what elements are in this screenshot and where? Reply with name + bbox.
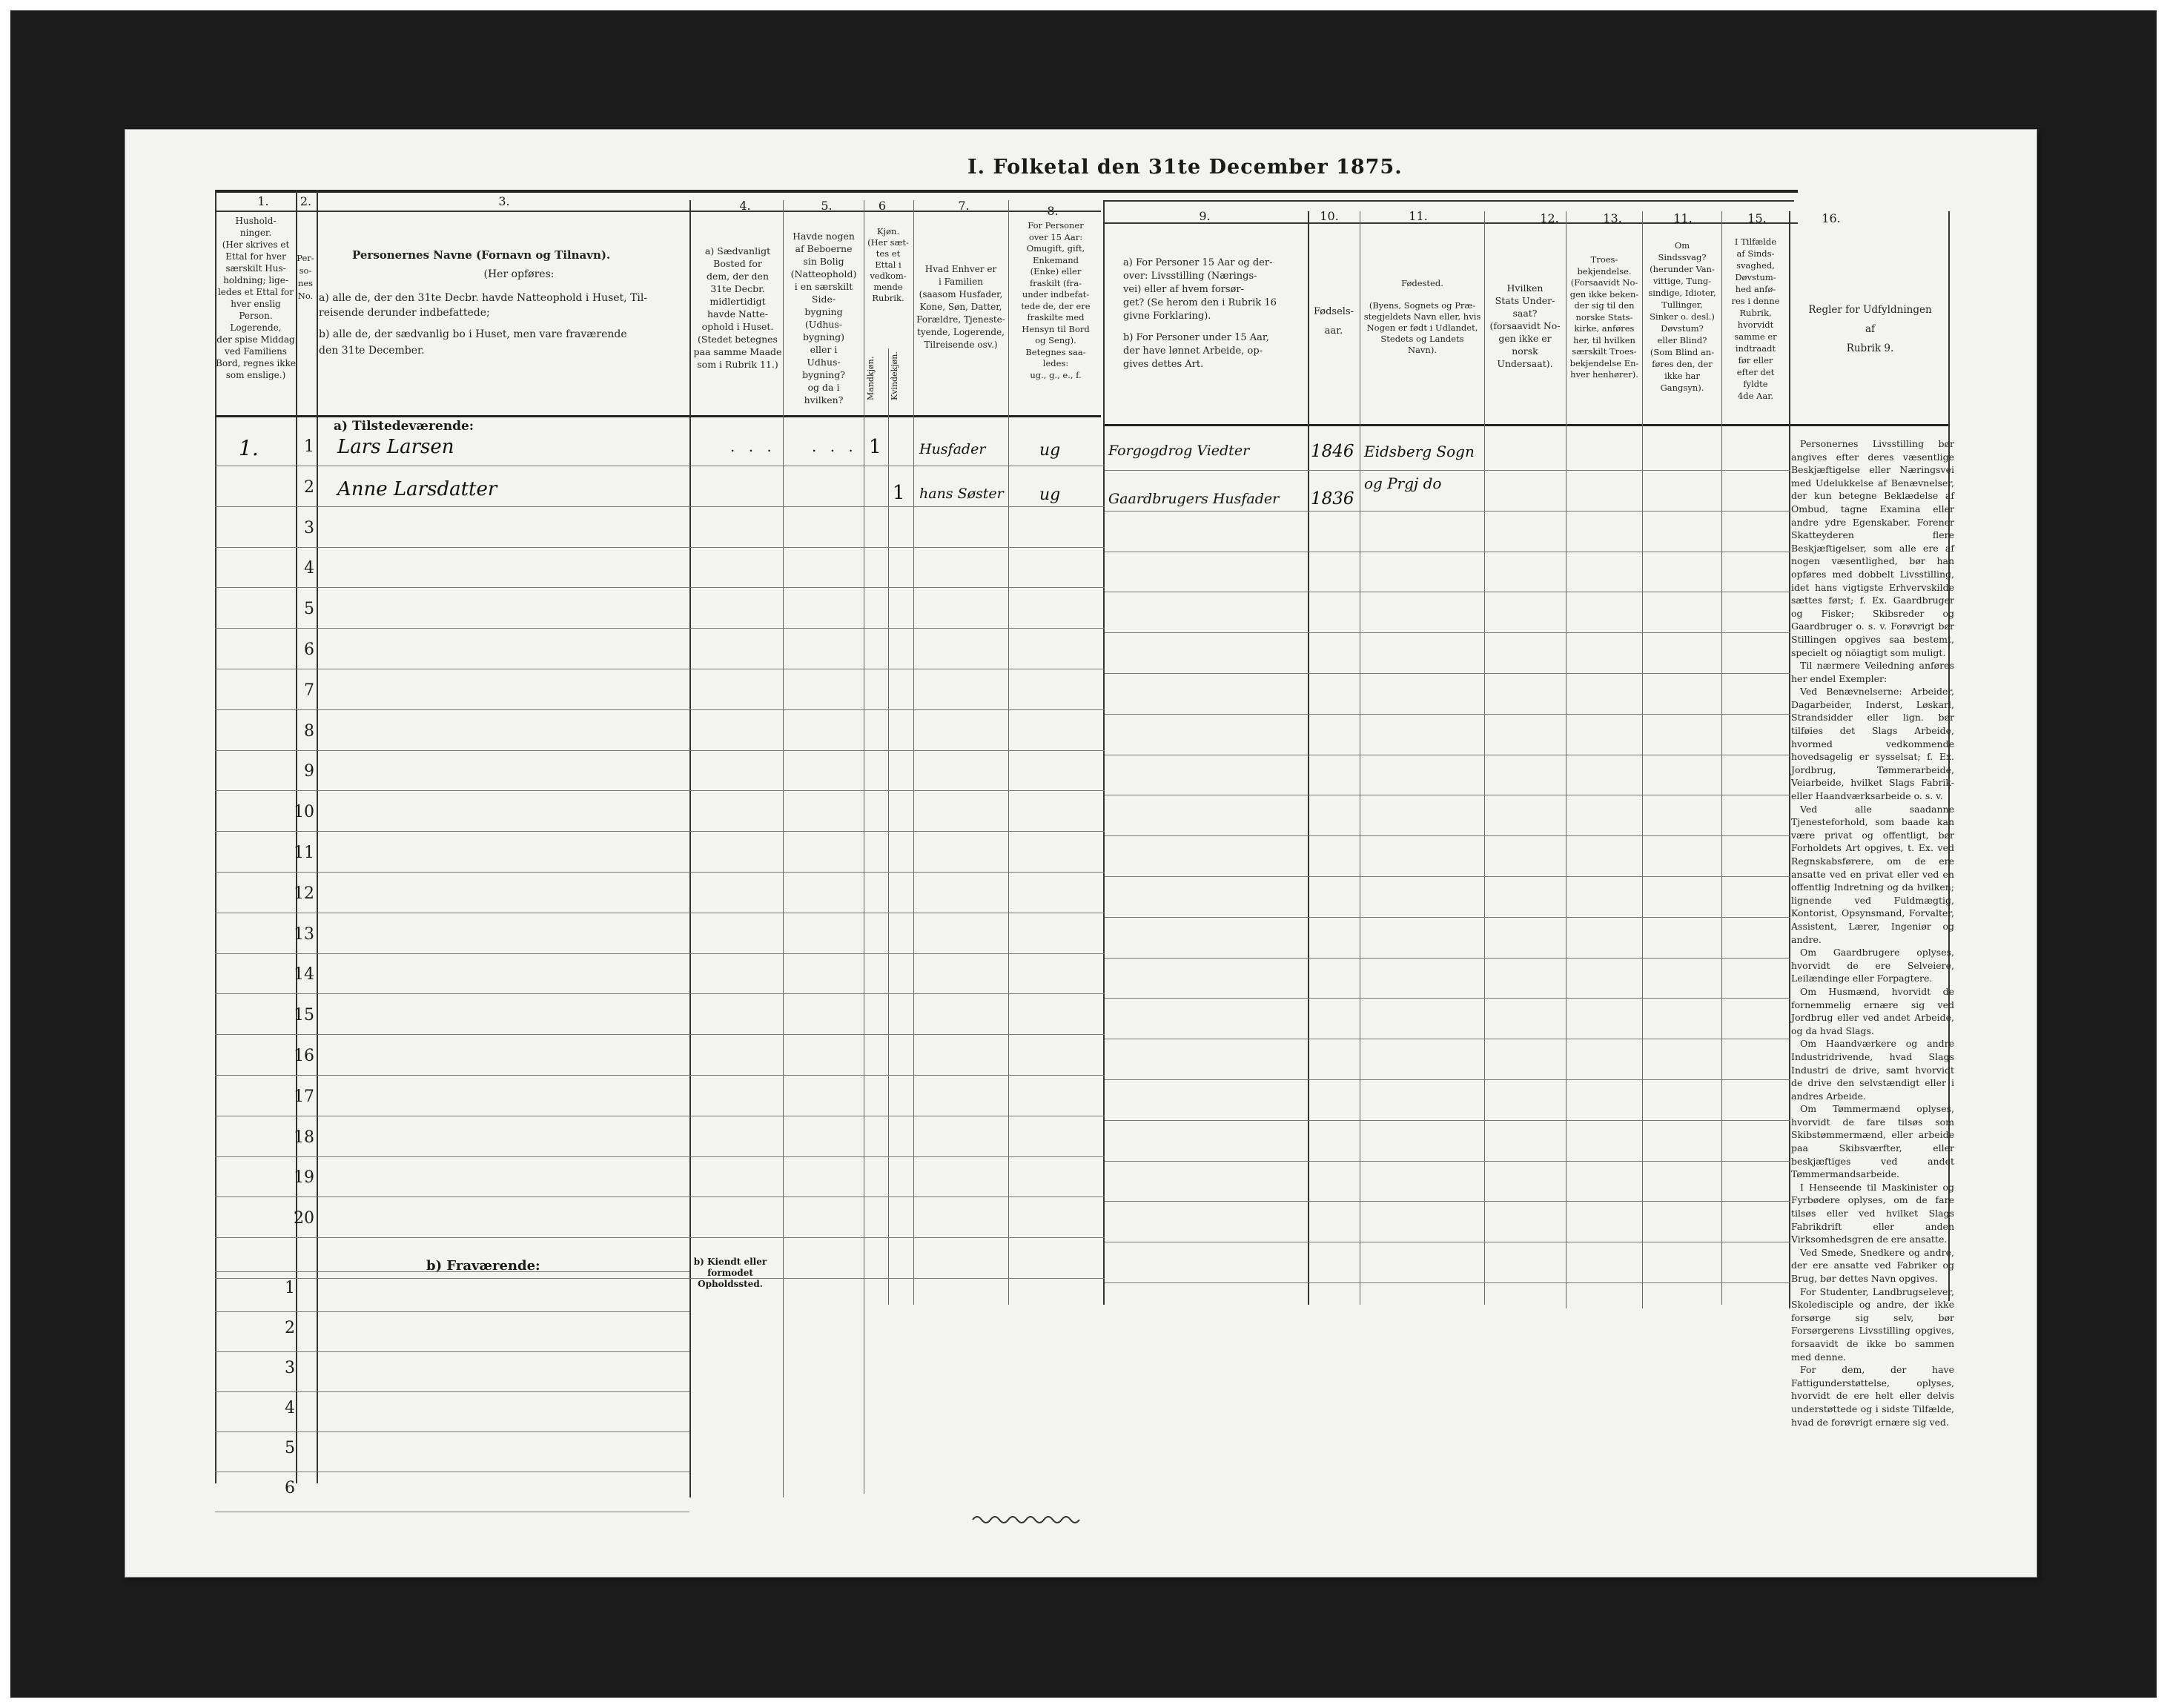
colnum-rule [215, 211, 1101, 212]
colnum-3: 3. [498, 194, 510, 208]
row-number: 12 [294, 884, 314, 903]
rules-paragraph: Til nærmere Veiledning anføres her endel Exempler: [1791, 660, 1954, 684]
col-line-2 [296, 190, 297, 1483]
colnum-1: 1. [257, 194, 269, 208]
header-c1: Hushold- ninger. (Her skrives et Ettal for hver særskilt Hus- holdning; lige- ledes et Ettal for hver enslig Person. Logerende, der spise Middag ved Familiens Bord, regnes ikke som enslige.) [216, 216, 296, 380]
rules-paragraph: Om Haandværkere og andre Industridrivende, hvad Slags Industri de drive, samt hvorvidt de drive den selvstændigt eller i andres Arbeide. [1791, 1038, 1954, 1102]
header-c9-a: a) For Personer 15 Aar og der- over: Livsstilling (Nærings- vei) eller af hvem forsør- get? (Se herom den i Rubrik 16 givne Forklaring). [1123, 257, 1277, 322]
row-number: 6 [304, 640, 314, 659]
entry-1-c5: . . . [812, 437, 858, 455]
col-line-14 [1642, 211, 1643, 1308]
rules-paragraph: Personernes Livsstilling bør angives efter deres væsentlige Beskjæftigelse eller Næringsvei med Udelukkelse af Benævnelser, der kun betegne Beklædelse af Ombud, tagne Examina eller andre ydre Egenskaber. Forener Skatteyderen flere Beskjæftigelser, som alle ere af nogen væsentlighed, bør han opføres med dobbelt Livsstilling, idet hans vigtigste Erhvervskilde sættes først; f. Ex. Gaardbruger og Fisker; Skibsreder og Gaardbruger o. s. v. Forøvrigt bør Stillingen opgives saa bestemt, specielt og nöiagtigt som muligt. [1791, 438, 1954, 658]
row-line [215, 750, 1105, 751]
entry-2-birth-year: 1836 [1311, 489, 1354, 509]
row-number: 1 [304, 437, 314, 456]
row-line [215, 587, 1105, 588]
header-c4: a) Sædvanligt Bosted for dem, der den 31te Decbr. midlertidigt havde Natte- ophold i Huset. (Stedet betegnes paa samme Maade som i Rubrik 11.) [693, 245, 782, 370]
section-absent: b) Fraværende: [426, 1258, 540, 1274]
entry-1-family-role: Husfader [919, 441, 986, 457]
header-c3-b: b) alle de, der sædvanlig bo i Huset, men vare fraværende den 31te December. [319, 328, 627, 357]
header-c3-title: Personernes Navne (Fornavn og Tilnavn). [352, 248, 611, 262]
col-line-3 [317, 190, 318, 1483]
row-line [215, 1075, 1105, 1076]
row-line-right [1105, 470, 1790, 471]
row-number: 4 [304, 559, 314, 577]
col-line-4 [689, 200, 691, 1497]
colnum-9: 9. [1199, 209, 1211, 223]
header-c6-female: Kvindekjøn. [890, 351, 899, 400]
row-number-absent: 5 [285, 1439, 295, 1457]
header-c9-b: b) For Personer under 15 Aar, der have lønnet Arbeide, op- gives dettes Art. [1123, 332, 1269, 370]
row-line-right [1105, 876, 1790, 877]
col-line-5 [783, 200, 784, 1497]
entry-2-family-role: hans Søster [919, 486, 1004, 502]
row-line-right [1105, 958, 1790, 959]
row-line [215, 547, 1105, 548]
row-number: 13 [294, 925, 314, 944]
header-c7: Hvad Enhver er i Familien (saasom Husfader, Kone, Søn, Datter, Forældre, Tjeneste- tyende, Logerende, Tilreisende osv.) [916, 264, 1005, 350]
row-line-right [1105, 714, 1790, 715]
colnum-13: 13. [1603, 211, 1622, 225]
rules-paragraph: Om Husmænd, hvorvidt de fornemmelig ernære sig ved Jordbrug eller ved andet Arbeide, og da hvad Slags. [1791, 985, 1954, 1036]
row-line [215, 831, 1105, 832]
col-line-8 [1008, 200, 1009, 1305]
row-line [215, 506, 1105, 507]
row-number: 9 [304, 762, 314, 781]
header-top-rule [215, 190, 1798, 193]
colnum-14: 11. [1673, 211, 1693, 225]
header-c2: Per- so- nes No. [297, 253, 314, 301]
row-number: 14 [294, 965, 314, 984]
col-line-1 [215, 190, 216, 1483]
row-number-absent: 6 [285, 1479, 295, 1497]
row-line-right [1105, 1201, 1790, 1202]
colnum-rule-right [1105, 222, 1798, 224]
bottom-scribble [971, 1512, 1090, 1527]
header-c10: Fødsels- aar. [1313, 306, 1354, 337]
row-number: 16 [294, 1047, 314, 1065]
header-c15: I Tilfælde af Sinds- svaghed, Døvstum- hed anfø- res i denne Rubrik, hvorvidt samme er indtraadt før eller efter det fyldte 4de Aar. [1731, 236, 1780, 401]
header-c16: Regler for Udfyldningen af Rubrik 9. [1808, 304, 1932, 354]
row-line-absent [215, 1351, 689, 1352]
entry-2-birthplace: og Prgj do [1364, 474, 1442, 492]
header-c8: For Personer over 15 Aar: Omugift, gift, Enkemand (Enke) eller fraskilt (fra- under indbefat- tede de, der ere fraskilte med Hensyn til Bord og Seng). Betegnes saa- ledes: ug., g., e., f. [1021, 220, 1091, 380]
colnum-10: 10. [1320, 209, 1339, 223]
header-c5: Havde nogen af Beboerne sin Bolig (Natteophold) i en særskilt Side- bygning (Udhus- bygning) eller i Udhus- bygning? og da i hvilken? [790, 231, 857, 406]
header-top-rule-right [1105, 200, 1794, 202]
row-line-right [1105, 632, 1790, 633]
entry-1-c4: . . . [730, 437, 776, 455]
row-number: 15 [294, 1006, 314, 1025]
row-line-right [1105, 835, 1790, 836]
rules-paragraph: Ved Benævnelserne: Arbeider, Dagarbeider, Inderst, Løskarl, Strandsidder eller lign. bør tilføies det Slags Arbeide, hvormed vedkommende hovedsagelig er sysselsat; f. Ex. Jordbrug, Tømmerarbeide, Veiarbeide, hvilket Slags Fabrik- eller Haandværksarbeide o. s. v. [1791, 686, 1954, 802]
entry-1-sex-male: 1 [869, 436, 881, 458]
entry-1-occupation: Forgogdrog Viedter [1108, 443, 1250, 459]
entry-1-name: Lars Larsen [337, 436, 454, 458]
row-number: 8 [304, 722, 314, 741]
row-line-right [1105, 917, 1790, 918]
row-number-absent: 4 [285, 1399, 295, 1417]
row-line-right [1105, 998, 1790, 999]
colnum-12: 12. [1540, 211, 1559, 225]
row-number: 19 [294, 1168, 314, 1187]
header-c12: Hvilken Stats Under- saat? (forsaavidt No- gen ikke er norsk Undersaat). [1489, 282, 1561, 369]
row-line [215, 709, 1105, 710]
rules-paragraph: Om Gaardbrugere oplyses, hvorvidt de ere Selveiere, Leilændinge eller Forpagtere. [1791, 947, 1954, 984]
row-line-right [1105, 511, 1790, 512]
colnum-4: 4. [739, 199, 751, 213]
entry-1-birthplace: Eidsberg Sogn [1364, 443, 1475, 460]
header-bottom-rule-right [1105, 424, 1950, 426]
row-number-absent: 2 [285, 1319, 295, 1337]
row-line-absent [215, 1431, 689, 1432]
header-c6-male: Mandkjøn. [866, 356, 876, 400]
rules-paragraph: Ved Smede, Snedkere og andre, der ere ansatte ved Fabriker og Brug, bør dettes Navn opgives. [1791, 1246, 1954, 1284]
entry-1-household: 1. [239, 436, 259, 460]
entry-1-birth-year: 1846 [1311, 442, 1354, 461]
rules-text [1791, 437, 1954, 1429]
header-c3-a: a) alle de, der den 31te Decbr. havde Natteophold i Huset, Til- reisende derunder indbefattede; [319, 292, 648, 319]
row-line [215, 1196, 1105, 1197]
rules-paragraph: Ved alle saadanne Tjenesteforhold, som baade kan være privat og offentligt, bør Forholdets Art opgives, t. Ex. ved Regnskabsførere, om de ere ansatte ved en privat eller ved en offentlig Indretning og da hvilken; lignende ved Fuldmægtig, Kontorist, Opsynsmand, Forvalter, Assistent, Lærer, Ingeniør og andre. [1791, 803, 1954, 945]
header-bottom-rule [215, 415, 1101, 417]
row-line [215, 953, 1105, 954]
row-line [215, 1278, 1105, 1279]
col-line-12 [1484, 211, 1485, 1305]
row-line [215, 872, 1105, 873]
row-line [215, 1034, 1105, 1035]
entry-2-name: Anne Larsdatter [337, 478, 497, 500]
col-line-15 [1721, 211, 1722, 1305]
rules-paragraph: Om Tømmermænd oplyses, hvorvidt de fare tilsøs som Skibstømmermænd, eller arbeide paa Skibsværfter, eller beskjæftiges ved andet Tømmermandsarbeide. [1791, 1103, 1954, 1180]
entry-1-marital: ug [1039, 441, 1061, 460]
colnum-8: 8. [1047, 204, 1059, 218]
col-line-10 [1308, 211, 1309, 1305]
row-number: 7 [304, 681, 314, 700]
header-c13: Troes- bekjendelse. (Forsaavidt No- gen ikke beken- der sig til den norske Stats- kirke, anføres her, til hvilken særskilt Troes- bekjendelse En- hver henhører). [1569, 254, 1639, 380]
colnum-5: 5. [821, 199, 833, 213]
row-number: 20 [294, 1209, 314, 1228]
row-number: 2 [304, 478, 314, 497]
colnum-6: 6 [878, 199, 887, 213]
row-line-right [1105, 1282, 1790, 1283]
row-number-absent: 1 [285, 1279, 295, 1297]
row-line-right [1105, 673, 1790, 674]
row-line [215, 790, 1105, 791]
entry-2-sex-female: 1 [893, 482, 905, 504]
rules-paragraph: For Studenter, Landbrugselever, Skoledisciple og andre, der ikke forsørge sig selv, bør Forsørgerens Livsstilling opgives, forsaavidt de ikke bo sammen med denne. [1791, 1285, 1954, 1363]
row-line-absent [215, 1311, 689, 1312]
col-line-16 [1789, 211, 1790, 1308]
rules-paragraph: I Henseende til Maskinister og Fyrbødere oplyses, om de fare tilsøs eller ved hvilket Slags Fabrikdrift eller anden Virksomhedsgren de ere ansatte. [1791, 1181, 1954, 1245]
colnum-7: 7. [958, 199, 970, 213]
col-line-9 [1103, 200, 1105, 1305]
rules-paragraph: For dem, der have Fattigunderstøttelse, oplyses, hvorvidt de ere helt eller delvis understøttede og i sidste Tilfælde, hvad de forøvrigt ernære sig ved. [1791, 1364, 1954, 1428]
row-line [215, 1237, 1105, 1238]
colnum-15: 15. [1747, 211, 1767, 225]
row-number: 17 [294, 1088, 314, 1106]
section-present: a) Tilstedeværende: [334, 419, 474, 434]
header-c3-sub: (Her opføres: [483, 268, 555, 280]
row-number: 10 [294, 803, 314, 821]
entry-2-marital: ug [1039, 486, 1061, 504]
col-line-6b [888, 348, 889, 1305]
section-absent-c4: b) Kiendt eller formodet Opholdssted. [693, 1257, 767, 1289]
col-line-7 [913, 200, 914, 1305]
row-number-absent: 3 [285, 1359, 295, 1377]
row-line-right [1105, 1079, 1790, 1080]
header-c6: Kjøn. (Her sæt- tes et Ettal i vedkom- mende Rubrik. [867, 226, 909, 303]
row-line [215, 993, 1105, 994]
entry-2-occupation: Gaardbrugers Husfader [1108, 491, 1280, 507]
row-line-right [1105, 1120, 1790, 1121]
header-c14: Om Sindssvag? (herunder Van- vittige, Tung- sindige, Idioter, Tullinger, Sinker o. desl.) Døvstum? eller Blind? (Som Blind an- føres den, der ikke har Gangsyn). [1648, 240, 1716, 393]
row-line-absent [215, 1391, 689, 1392]
row-number: 5 [304, 600, 314, 618]
header-c11: Fødested. (Byens, Sognets og Præ- stegjeldets Navn eller, hvis Nogen er født i Udlandet, Stedets og Landets Navn). [1363, 278, 1481, 355]
page-title: I. Folketal den 31te December 1875. [967, 156, 1403, 179]
row-line-right [1105, 1161, 1790, 1162]
row-line [215, 628, 1105, 629]
row-line [215, 1156, 1105, 1157]
colnum-2: 2. [300, 194, 312, 208]
colnum-11: 11. [1409, 209, 1428, 223]
row-number: 3 [304, 519, 314, 537]
colnum-16: 16. [1822, 211, 1841, 225]
row-number: 11 [294, 844, 314, 862]
row-number: 18 [294, 1128, 314, 1147]
